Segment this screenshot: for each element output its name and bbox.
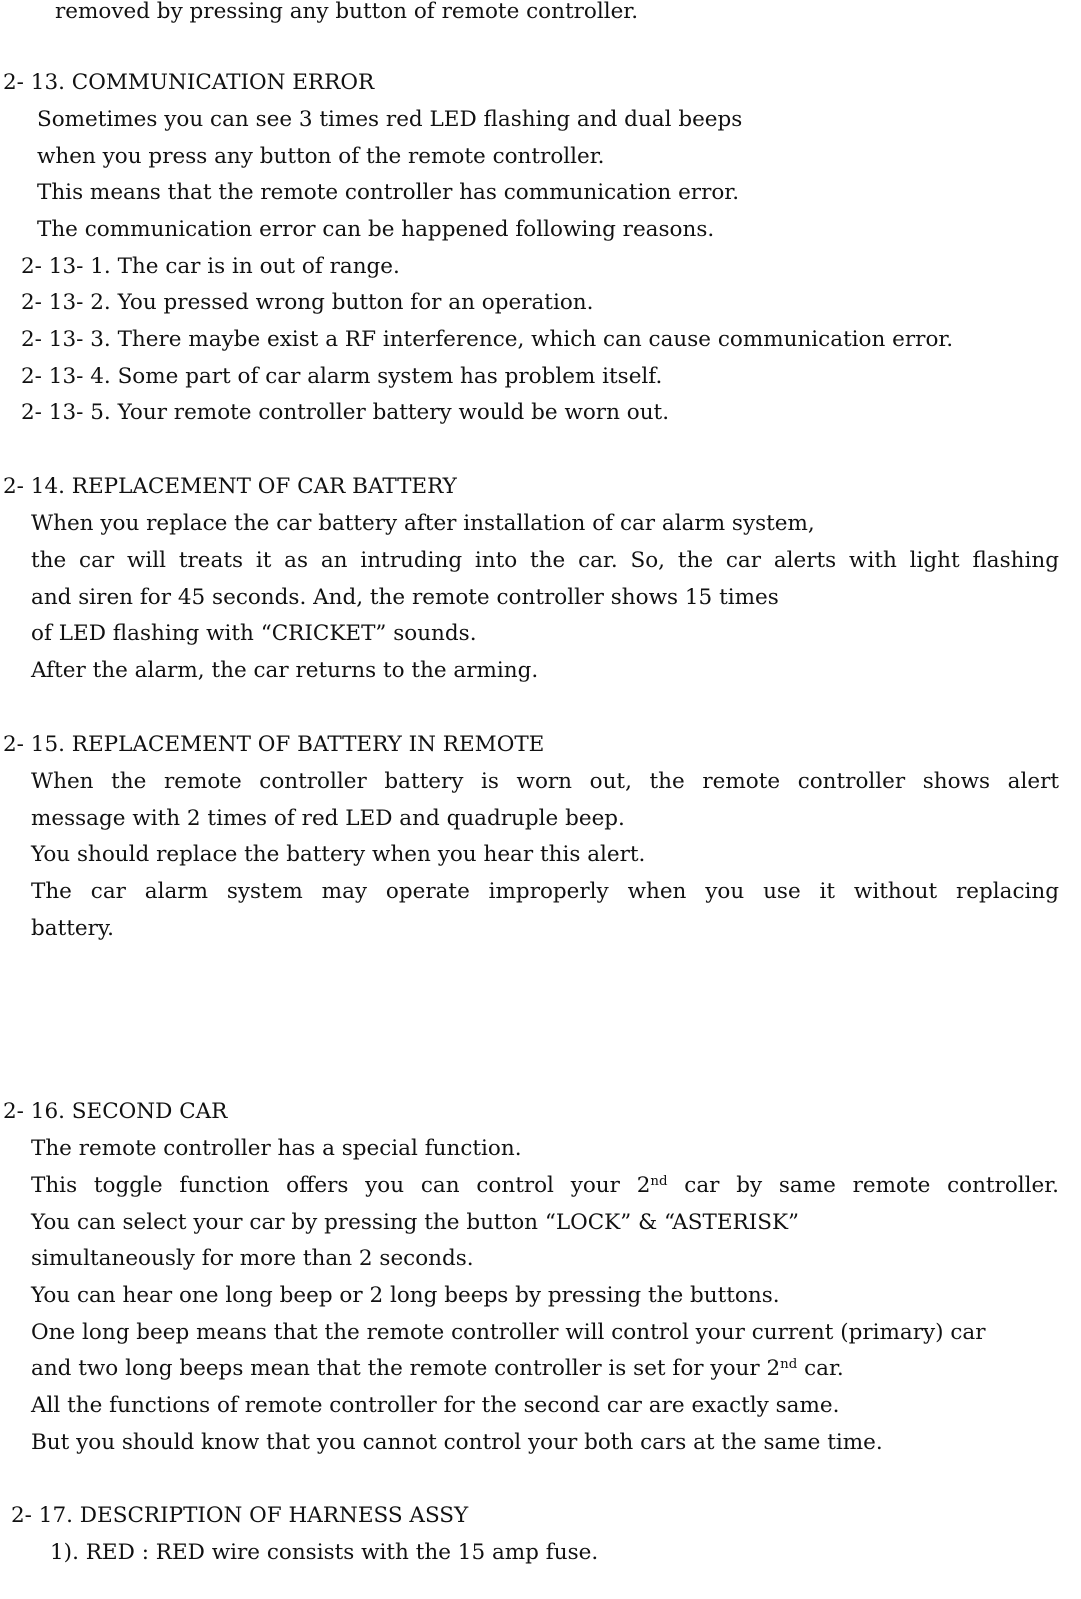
paragraph-line: Sometimes you can see 3 times red LED flashing and dual beeps (37, 107, 743, 132)
list-item: 2- 13- 5. Your remote controller battery would be worn out. (21, 400, 670, 425)
paragraph-line: when you press any button of the remote controller. (37, 144, 605, 169)
paragraph-line: You should replace the battery when you hear this alert. (31, 842, 646, 867)
ordinal-suffix: nd (780, 1357, 798, 1372)
section-2-16-heading: 2- 16. SECOND CAR (3, 1099, 228, 1124)
paragraph-line: All the functions of remote controller for the second car are exactly same. (31, 1393, 840, 1418)
paragraph-line: You can hear one long beep or 2 long beeps by pressing the buttons. (31, 1283, 780, 1308)
paragraph-line: This means that the remote controller has communication error. (37, 180, 740, 205)
list-item: 2- 13- 1. The car is in out of range. (21, 254, 400, 279)
paragraph-line: When you replace the car battery after installation of car alarm system, (31, 511, 815, 536)
paragraph-line: message with 2 times of red LED and quadruple beep. (31, 806, 625, 831)
section-2-13-heading: 2- 13. COMMUNICATION ERROR (3, 70, 375, 95)
continuation-line: removed by pressing any button of remote controller. (55, 0, 639, 24)
paragraph-line: The remote controller has a special function. (31, 1136, 522, 1161)
paragraph-line: The car alarm system may operate improperly when you use it without replacing (31, 879, 1059, 904)
section-2-17-heading: 2- 17. DESCRIPTION OF HARNESS ASSY (11, 1503, 469, 1528)
paragraph-line: You can select your car by pressing the button “LOCK” & “ASTERISK” (31, 1210, 800, 1235)
paragraph-line: battery. (31, 916, 114, 941)
ordinal-suffix: nd (650, 1174, 668, 1189)
paragraph-line: simultaneously for more than 2 seconds. (31, 1246, 474, 1271)
paragraph-line: This toggle function offers you can control your 2nd car by same remote controller. (31, 1173, 1060, 1198)
list-item: 1). RED : RED wire consists with the 15 amp fuse. (50, 1540, 599, 1565)
paragraph-line: the car will treats it as an intruding into the car. So, the car alerts with light flashing (31, 548, 1059, 573)
paragraph-line: The communication error can be happened following reasons. (37, 217, 715, 242)
section-2-15-heading: 2- 15. REPLACEMENT OF BATTERY IN REMOTE (3, 732, 545, 757)
paragraph-line: of LED flashing with “CRICKET” sounds. (31, 621, 477, 646)
list-item: 2- 13- 3. There maybe exist a RF interference, which can cause communication error. (21, 327, 954, 352)
paragraph-line: One long beep means that the remote controller will control your current (primary) car (31, 1320, 986, 1345)
list-item: 2- 13- 4. Some part of car alarm system has problem itself. (21, 364, 663, 389)
paragraph-line: and siren for 45 seconds. And, the remote controller shows 15 times (31, 585, 779, 610)
paragraph-line: and two long beeps mean that the remote controller is set for your 2nd car. (31, 1356, 844, 1381)
paragraph-line: After the alarm, the car returns to the arming. (31, 658, 539, 683)
section-2-14-heading: 2- 14. REPLACEMENT OF CAR BATTERY (3, 474, 457, 499)
paragraph-line: But you should know that you cannot control your both cars at the same time. (31, 1430, 883, 1455)
paragraph-line: When the remote controller battery is worn out, the remote controller shows alert (31, 769, 1059, 794)
list-item: 2- 13- 2. You pressed wrong button for an operation. (21, 290, 594, 315)
